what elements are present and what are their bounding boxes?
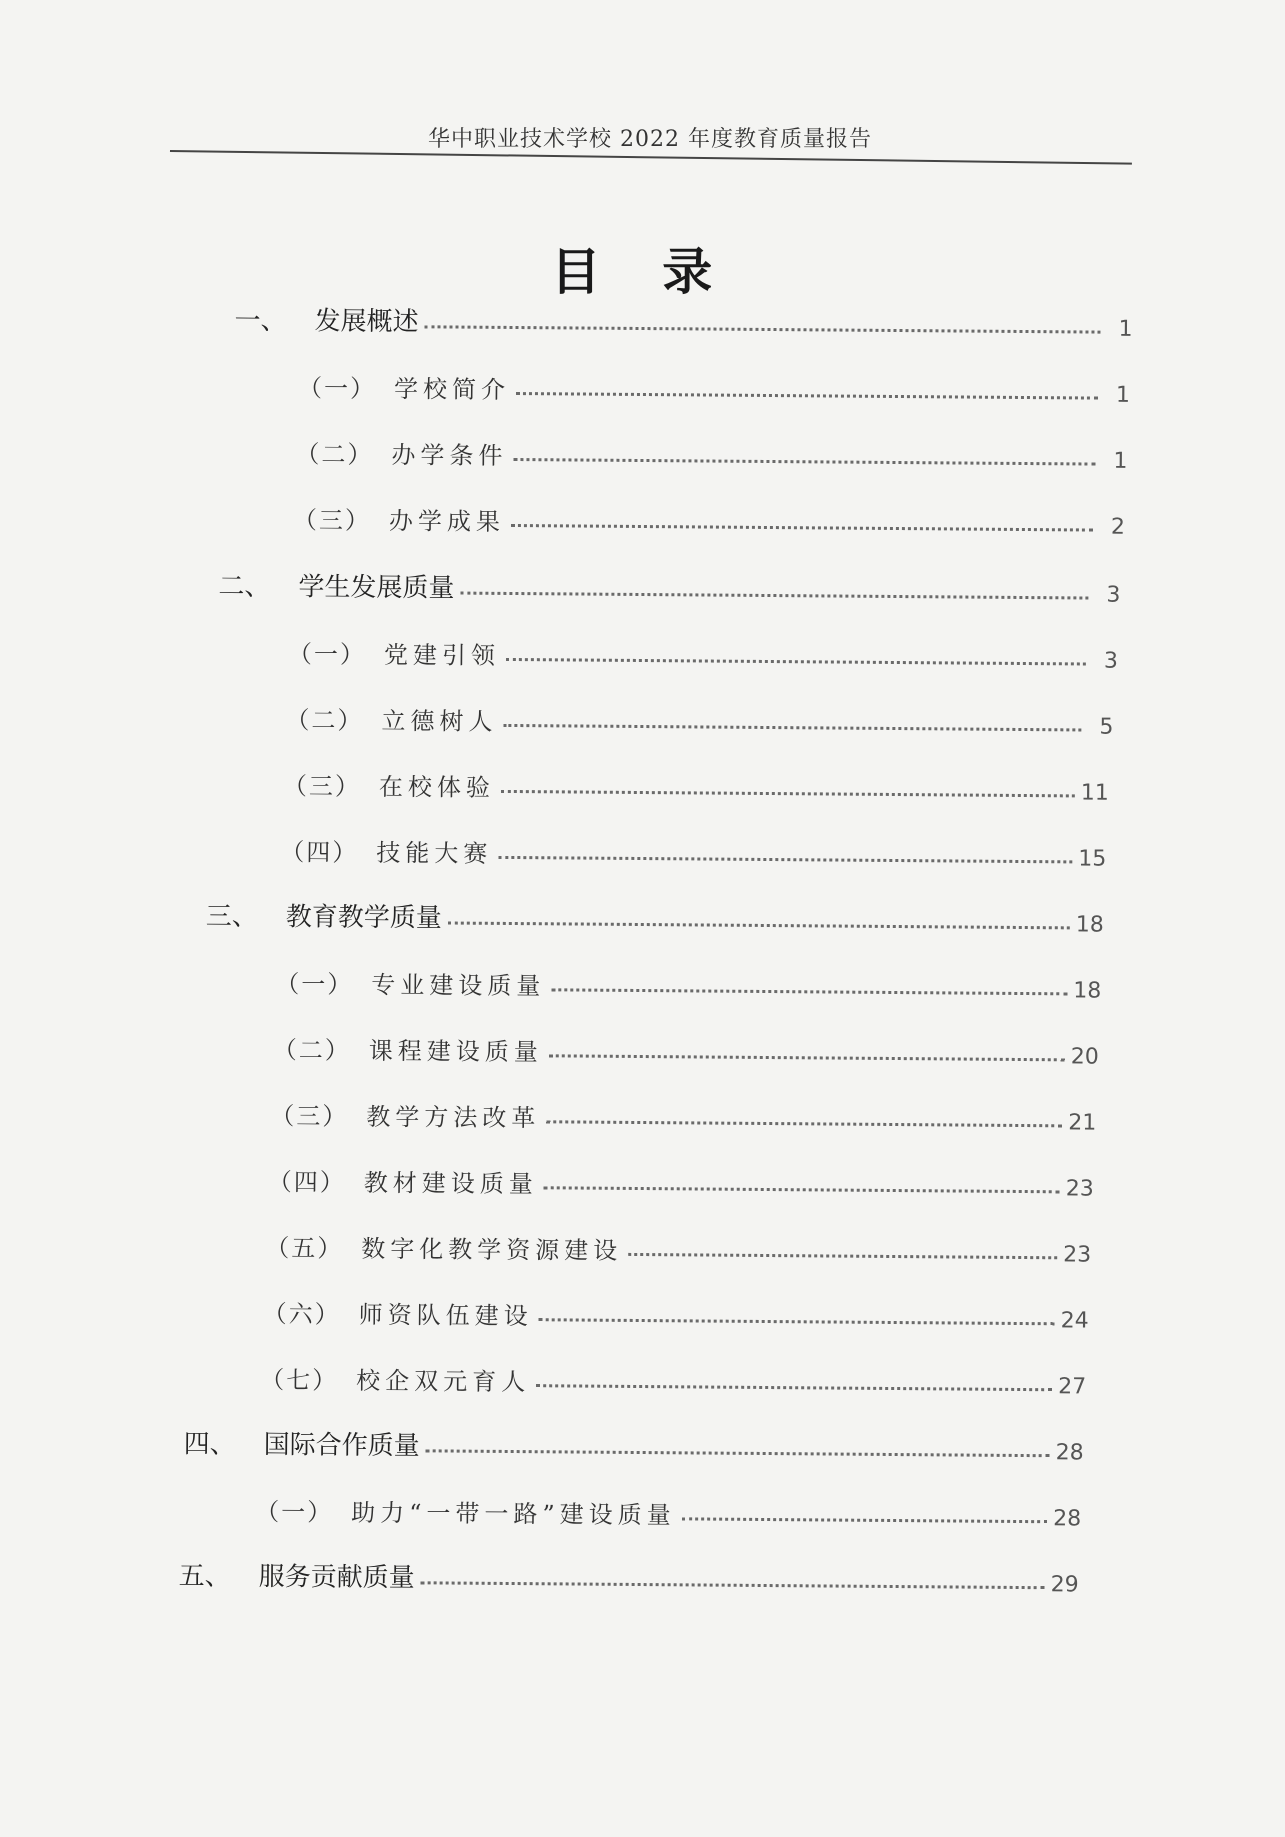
- toc-entry-label: 课程建设质量: [368, 1036, 543, 1067]
- toc-entry-label: 专业建设质量: [371, 970, 546, 1001]
- toc-entry-number: （一）: [275, 970, 354, 999]
- toc-entry-label: 在校体验: [378, 772, 495, 802]
- toc-leader-dots: [506, 658, 1086, 666]
- toc-leader-dots: [544, 1186, 1060, 1193]
- toc-entry: [295, 429, 1127, 476]
- toc-title: 目 录: [550, 243, 735, 301]
- toc-entry: [288, 629, 1118, 676]
- toc-entry-page: 1: [1115, 382, 1131, 408]
- toc-entry-number: 四、: [183, 1429, 236, 1460]
- toc-entry-number: 三、: [205, 901, 258, 932]
- toc-entry: [263, 1289, 1089, 1335]
- toc-entry-page: 18: [1075, 912, 1104, 938]
- toc-entry: [184, 1420, 1084, 1467]
- toc-entry-page: 15: [1078, 846, 1107, 872]
- toc-leader-dots: [516, 392, 1098, 400]
- toc-entry-number: （一）: [255, 1497, 334, 1527]
- toc-entry-label: 数字化教学资源建设: [361, 1234, 623, 1265]
- toc-entry: [280, 827, 1106, 873]
- toc-entry: [260, 1355, 1086, 1401]
- toc-entry-number: （一）: [287, 640, 367, 669]
- toc-entry: [275, 959, 1101, 1005]
- toc-leader-dots: [460, 592, 1088, 600]
- toc-entry-number: （二）: [285, 706, 364, 735]
- toc-entry: [285, 695, 1113, 742]
- toc-entry-number: 二、: [218, 571, 271, 603]
- toc-leader-dots: [448, 921, 1070, 929]
- toc-leader-dots: [424, 325, 1100, 333]
- toc-entry-page: 5: [1099, 714, 1114, 740]
- toc-entry-label: 师资队伍建设: [358, 1300, 533, 1331]
- toc-entry-page: 20: [1070, 1044, 1099, 1070]
- toc-entry-number: （四）: [280, 838, 359, 867]
- toc-entry-label: 办学成果: [388, 507, 506, 536]
- toc-entry-page: 2: [1110, 514, 1126, 540]
- toc-leader-dots: [628, 1253, 1057, 1259]
- toc-entry-label: 技能大赛: [376, 838, 493, 868]
- toc-entry-label: 教育教学质量: [285, 902, 442, 934]
- toc-entry-number: （四）: [267, 1168, 346, 1197]
- toc-leader-dots: [539, 1318, 1055, 1325]
- toc-leader-dots: [682, 1517, 1047, 1523]
- toc-entry-label: 党建引领: [383, 640, 501, 670]
- toc-leader-dots: [511, 524, 1093, 532]
- toc-entry-number: （一）: [297, 374, 377, 403]
- toc-entry: [293, 495, 1125, 542]
- toc-entry-page: 1: [1118, 316, 1133, 342]
- toc-entry-page: 1: [1113, 448, 1128, 474]
- toc-entry: [270, 1091, 1096, 1137]
- toc-entry-page: 27: [1058, 1374, 1087, 1400]
- toc-entry: [234, 297, 1132, 344]
- toc-entry-label: 学生发展质量: [298, 572, 455, 604]
- toc-entry-number: （二）: [295, 440, 374, 469]
- toc-leader-dots: [546, 1120, 1062, 1127]
- toc-entry-number: （三）: [270, 1102, 349, 1131]
- toc-entry-page: 29: [1050, 1572, 1079, 1598]
- toc-entry: [265, 1223, 1091, 1269]
- toc-entry-number: （五）: [265, 1234, 344, 1263]
- toc-leader-dots: [421, 1581, 1045, 1589]
- toc-entry-page: 21: [1068, 1110, 1097, 1136]
- toc-entry-label: 学校简介: [393, 375, 511, 404]
- toc-entry-label: 发展概述: [314, 306, 419, 338]
- toc-entry-page: 24: [1060, 1308, 1089, 1334]
- toc-leader-dots: [498, 856, 1072, 864]
- toc-entry-page: 3: [1103, 648, 1118, 674]
- toc-leader-dots: [513, 458, 1095, 466]
- toc-entry-number: （三）: [292, 506, 372, 535]
- toc-entry-number: 五、: [178, 1561, 231, 1592]
- toc-entry: [268, 1157, 1094, 1203]
- toc-entry-page: 23: [1063, 1242, 1092, 1268]
- toc-entry-number: （六）: [262, 1300, 341, 1329]
- toc-entry: [298, 363, 1130, 410]
- toc-entry-label: 教学方法改革: [366, 1102, 541, 1133]
- toc-entry: [179, 1552, 1079, 1599]
- toc-entry-label: 助力“一带一路”建设质量: [351, 1498, 676, 1530]
- toc-entry-page: 28: [1053, 1506, 1082, 1532]
- toc-entry-number: （三）: [282, 772, 361, 801]
- toc-entry-page: 23: [1065, 1176, 1094, 1202]
- toc-entry-label: 办学条件: [391, 441, 508, 470]
- toc-entry: [255, 1487, 1081, 1533]
- toc-leader-dots: [549, 1054, 1065, 1061]
- toc-entry-number: （二）: [272, 1036, 351, 1065]
- toc-entry-number: （七）: [260, 1366, 339, 1395]
- toc-leader-dots: [536, 1384, 1052, 1391]
- toc-entry-page: 28: [1055, 1440, 1084, 1466]
- running-header: 华中职业技术学校 2022 年度教育质量报告: [428, 127, 872, 152]
- toc-leader-dots: [503, 724, 1081, 732]
- toc-entry-label: 服务贡献质量: [258, 1562, 415, 1594]
- toc-leader-dots: [501, 790, 1075, 798]
- toc-entry: [283, 761, 1109, 807]
- toc-leader-dots: [551, 988, 1067, 995]
- toc-entry-label: 教材建设质量: [363, 1168, 538, 1199]
- toc-entry-number: 一、: [234, 305, 287, 337]
- toc-entry-label: 校企双元育人: [356, 1366, 531, 1397]
- toc-entry-page: 11: [1080, 780, 1109, 806]
- toc-leader-dots: [426, 1449, 1050, 1457]
- toc-entry: [273, 1025, 1099, 1071]
- toc-entry: [206, 893, 1104, 940]
- toc-entry-label: 国际合作质量: [263, 1430, 420, 1462]
- toc-entry: [218, 563, 1120, 610]
- toc-entry-page: 18: [1073, 978, 1102, 1004]
- toc-entry-label: 立德树人: [381, 706, 498, 736]
- toc-entry-page: 3: [1106, 582, 1121, 608]
